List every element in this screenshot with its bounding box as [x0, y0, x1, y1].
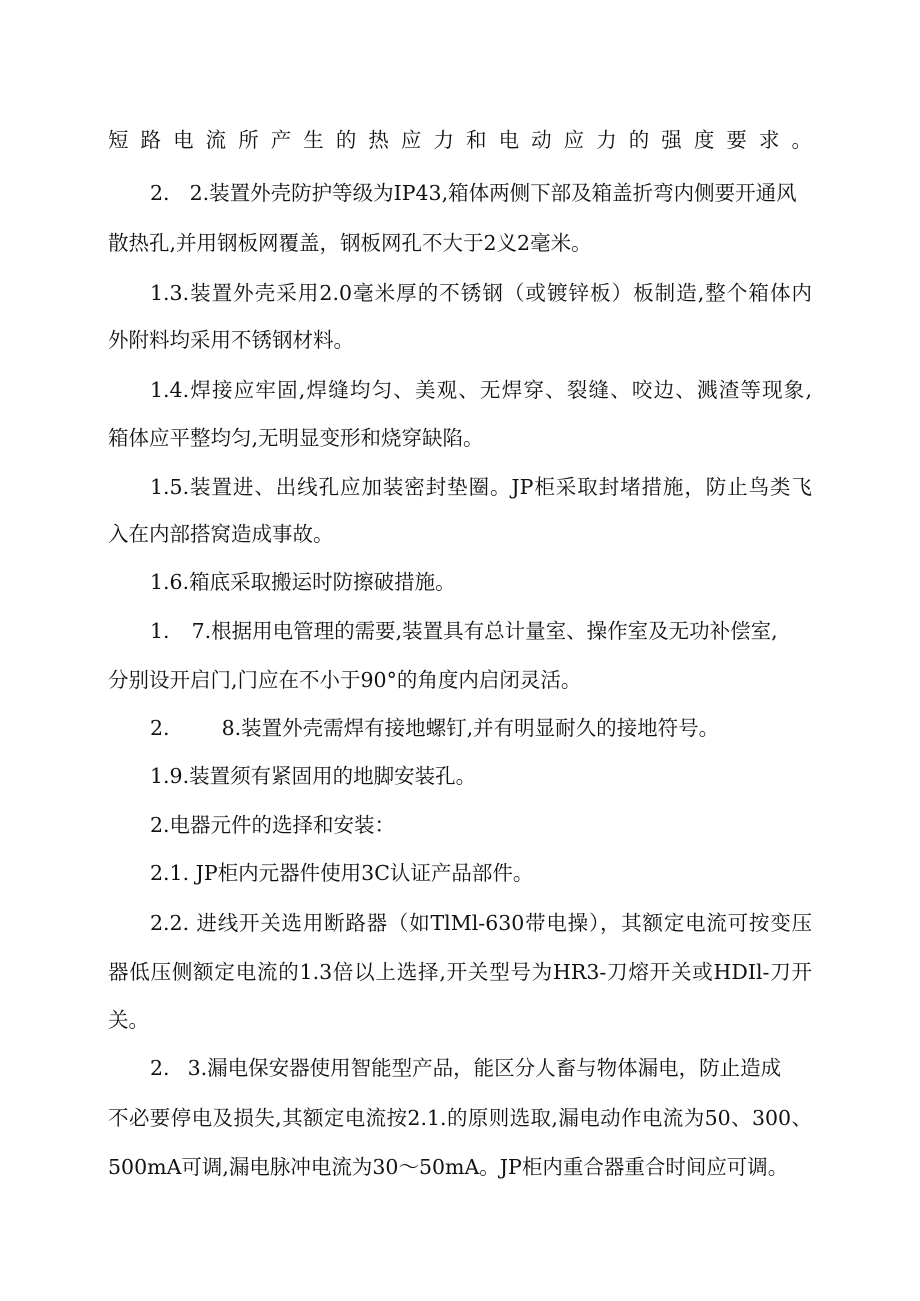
list-number: 2.: [150, 716, 170, 740]
list-text: 8.装置外壳需焊有接地螺钉,并有明显耐久的接地符号。: [221, 716, 720, 740]
text-line: 短路电流所产生的热应力和电动应力的强度要求。: [108, 128, 812, 152]
text-line: [150, 183, 797, 204]
text-line: [150, 718, 719, 739]
list-text: 7.根据用电管理的需要,装置具有总计量室、操作室及无功补偿室,: [191, 619, 778, 643]
list-text: 2.装置外壳防护等级为IP43,箱体两侧下部及箱盖折弯内侧要开通风: [189, 181, 797, 205]
text-line: 1.4.焊接应牢固,焊缝均匀、美观、无焊穿、裂缝、咬边、溅渣等现象,: [150, 378, 812, 402]
section-heading: 2.电器元件的选择和安装：: [150, 813, 396, 837]
text-line: 不必要停电及损失,其额定电流按2.1.的原则选取,漏电动作电流为50、300、: [108, 1106, 812, 1130]
text-line: 1.9.装置须有紧固用的地脚安装孔。: [150, 764, 477, 788]
list-number: 2.: [150, 181, 170, 205]
text-line: 1.5.装置进、出线孔应加装密封垫圈。JP柜采取封堵措施，防止鸟类飞: [150, 475, 812, 499]
text-line: 箱体应平整均匀,无明显变形和烧穿缺陷。: [108, 426, 484, 450]
text-line: 关。: [108, 1008, 149, 1032]
text-line: 500mA可调,漏电脉冲电流为30～50mA。JP柜内重合器重合时间应可调。: [108, 1155, 789, 1179]
list-number: 2.: [150, 1056, 170, 1080]
text-line: 分别设开启门,门应在不小于90°的角度内启闭灵活。: [108, 668, 582, 692]
text-line: 外附料均采用不锈钢材料。: [108, 328, 354, 352]
text-line: 散热孔,并用钢板网覆盖，钢板网孔不大于2义2毫米。: [108, 231, 592, 255]
text-line: [150, 1058, 781, 1079]
list-text: 3.漏电保安器使用智能型产品，能区分人畜与物体漏电，防止造成: [187, 1056, 782, 1080]
text-line: 1.6.箱底采取搬运时防擦破措施。: [150, 570, 456, 594]
text-line: 2.2. 进线开关选用断路器（如TlMl-630带电操），其额定电流可按变压: [150, 911, 812, 935]
list-number: 1.: [150, 619, 170, 643]
text-line: [150, 621, 778, 642]
text-line: 1.3.装置外壳采用2.0毫米厚的不锈钢（或镀锌板）板制造,整个箱体内: [150, 281, 812, 305]
text-line: 入在内部搭窝造成事故。: [108, 522, 334, 546]
text-line: 2.1. JP柜内元器件使用3C认证产品部件。: [150, 861, 534, 885]
text-line: 器低压侧额定电流的1.3倍以上选择,开关型号为HR3-刀熔开关或HDIl-刀开: [108, 960, 812, 984]
